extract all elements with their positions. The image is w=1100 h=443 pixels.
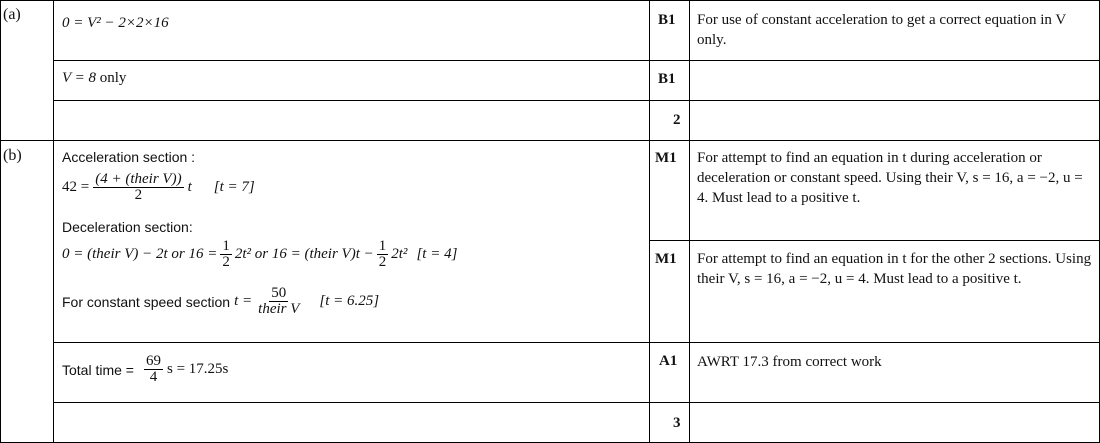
column-divider-2 <box>649 0 650 443</box>
row-divider <box>53 100 1100 101</box>
acc-denominator: 2 <box>134 187 143 203</box>
dec-part2: 2t² or 16 = (their V)t − <box>234 246 374 262</box>
mark-m1-second: M1 <box>655 251 677 267</box>
constant-speed-equation <box>62 286 379 317</box>
total-denominator: 4 <box>149 369 158 385</box>
table-border-top <box>0 0 1100 1</box>
comment-b-a1: AWRT 17.3 from correct work <box>697 354 882 370</box>
const-text: For constant speed section <box>62 293 231 310</box>
acc-bracket: [t = 7] <box>213 179 255 195</box>
comment-b-m1-second: For attempt to find an equation in t for the other 2 sections. Using their V, s = 16, a = −2, u = 4. Must lead to a positive t. <box>697 251 1092 287</box>
const-bracket: [t = 6.25] <box>319 293 380 309</box>
mark-m1-first: M1 <box>655 150 677 166</box>
deceleration-heading: Deceleration section: <box>62 219 193 235</box>
equation-a2-rhs: only <box>96 70 127 86</box>
dec-bracket: [t = 4] <box>416 246 458 262</box>
total-numerator: 69 <box>145 353 161 369</box>
const-denominator: their V <box>258 301 300 317</box>
table-border-left <box>0 0 1 443</box>
dec-half-1-den: 2 <box>222 254 230 270</box>
const-numerator: 50 <box>271 285 287 301</box>
row-divider <box>649 240 1100 241</box>
total-text: Total time = <box>62 361 134 378</box>
part-b-label: (b) <box>3 147 22 164</box>
const-t: t = <box>234 293 253 309</box>
dec-half-2-den: 2 <box>378 254 387 270</box>
acc-fraction <box>93 172 183 203</box>
const-fraction <box>256 286 301 317</box>
row-divider <box>53 402 1100 403</box>
dec-half-2 <box>377 239 389 270</box>
comment-b-m1-first: For attempt to find an equation in t during acceleration or deceleration or constant speed. Using their V, s = 16, a = −2, u = 4. Must lead to a positive t. <box>697 150 1083 206</box>
acceleration-equation <box>62 172 255 203</box>
part-a-label: (a) <box>3 6 21 23</box>
dec-half-1 <box>220 239 232 270</box>
acc-t: t <box>187 179 192 195</box>
equation-a2-lhs: V = 8 <box>62 70 97 86</box>
dec-part3: 2t² <box>391 246 408 262</box>
row-divider <box>53 60 1100 61</box>
dec-part1: 0 = (their V) − 2t or 16 = <box>62 246 218 262</box>
dec-half-2-num: 1 <box>378 238 387 254</box>
mark-total-b: 3 <box>673 415 681 431</box>
equation-a2 <box>62 70 126 87</box>
equation-a1: 0 = V² − 2×2×16 <box>62 15 169 31</box>
row-divider <box>0 140 1100 141</box>
mark-a1: A1 <box>659 353 678 369</box>
column-divider-1 <box>53 0 54 443</box>
deceleration-equation <box>62 239 457 270</box>
row-divider <box>53 342 1100 343</box>
acc-numerator: (4 + (their V)) <box>95 171 182 187</box>
mark-b1-first: B1 <box>658 12 676 28</box>
acceleration-heading: Acceleration section : <box>62 149 196 165</box>
total-time-equation <box>62 354 228 385</box>
column-divider-3 <box>689 0 690 443</box>
mark-b1-second: B1 <box>658 71 676 87</box>
total-fraction <box>144 354 163 385</box>
dec-half-1-num: 1 <box>222 238 230 254</box>
total-rest: s = 17.25s <box>166 361 229 377</box>
mark-total-a: 2 <box>673 112 681 128</box>
acc-lhs: 42 = <box>62 179 90 195</box>
comment-a-b1: For use of constant acceleration to get a correct equation in V only. <box>697 12 1066 48</box>
